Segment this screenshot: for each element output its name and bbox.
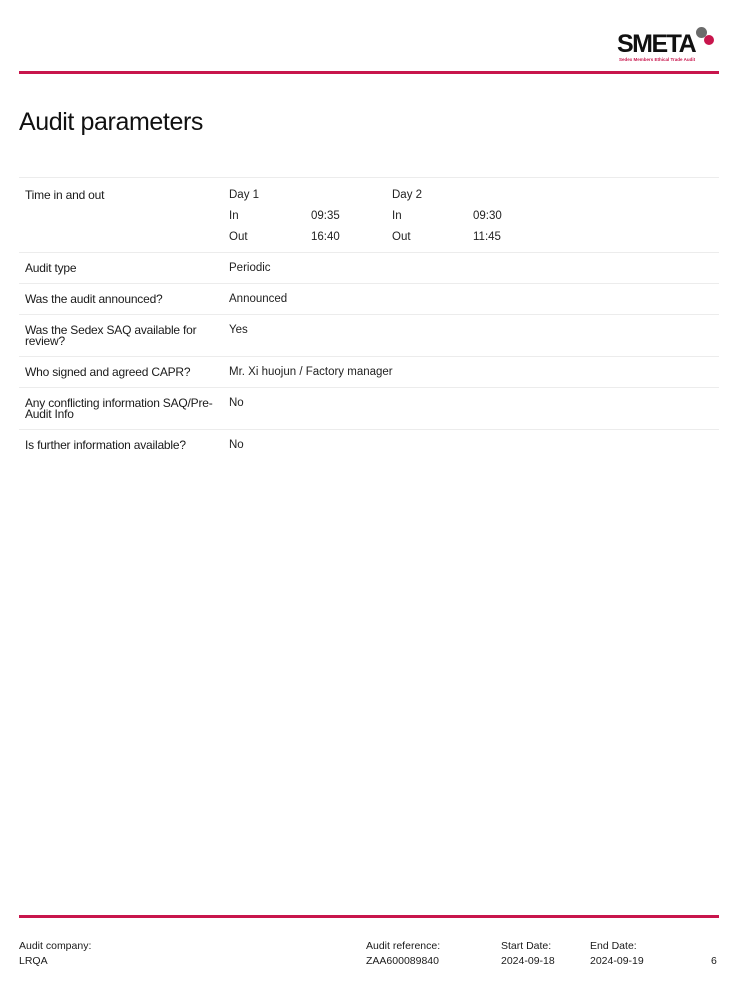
row-label: Audit type xyxy=(25,261,77,275)
smeta-logo xyxy=(617,26,717,66)
table-row xyxy=(19,178,719,253)
footer-end-date xyxy=(590,940,644,968)
day2-in-label: In xyxy=(392,210,402,222)
audit-parameters-table xyxy=(19,177,719,460)
day2-out-label: Out xyxy=(392,231,411,243)
header-divider xyxy=(19,71,719,74)
row-value: Periodic xyxy=(229,262,271,274)
row-label: Was the Sedex SAQ available for review? xyxy=(25,323,197,348)
footer-audit-company xyxy=(19,940,91,968)
day1-in-time: 09:35 xyxy=(311,210,340,222)
row-value: Yes xyxy=(229,324,248,336)
spacer xyxy=(311,190,392,201)
table-row xyxy=(19,357,719,388)
start-date-value: 2024-09-18 xyxy=(501,955,555,967)
end-date-value: 2024-09-19 xyxy=(590,955,644,967)
day1-out-time: 16:40 xyxy=(311,231,340,243)
audit-company-label: Audit company: xyxy=(19,940,92,952)
day2-out-time: 11:45 xyxy=(473,231,501,243)
footer-audit-reference xyxy=(366,940,440,968)
day1-out-label: Out xyxy=(229,231,248,243)
footer-start-date xyxy=(501,940,555,968)
row-label: Any conflicting information SAQ/Pre-Audit Info xyxy=(25,396,213,421)
page-title: Audit parameters xyxy=(19,108,203,136)
end-date-label: End Date: xyxy=(590,940,637,952)
day2-in-time: 09:30 xyxy=(473,210,502,222)
audit-reference-label: Audit reference: xyxy=(366,940,441,952)
page-number: 6 xyxy=(711,955,717,967)
day2-header: Day 2 xyxy=(392,189,423,201)
row-label: Who signed and agreed CAPR? xyxy=(25,365,191,379)
row-label: Time in and out xyxy=(25,188,105,202)
day1-in-label: In xyxy=(229,210,239,222)
logo-wordmark: SMETA xyxy=(617,30,696,58)
table-row xyxy=(19,284,719,315)
row-value: Mr. Xi huojun / Factory manager xyxy=(229,366,393,378)
row-value: No xyxy=(229,397,244,409)
spacer xyxy=(473,190,555,201)
audit-company-value: LRQA xyxy=(19,955,48,967)
table-row xyxy=(19,430,719,460)
day1-header: Day 1 xyxy=(229,189,260,201)
table-row xyxy=(19,253,719,284)
time-in-out-value xyxy=(219,178,565,252)
table-row xyxy=(19,388,719,430)
table-row xyxy=(19,315,719,357)
start-date-label: Start Date: xyxy=(501,940,552,952)
time-grid xyxy=(229,190,555,243)
row-value: No xyxy=(229,439,244,451)
row-label: Is further information available? xyxy=(25,438,186,452)
footer-divider xyxy=(19,915,719,918)
logo-pink-dot xyxy=(704,35,714,45)
row-value: Announced xyxy=(229,293,288,305)
logo-tagline: Sedex Members Ethical Trade Audit xyxy=(619,57,696,62)
audit-reference-value: ZAA600089840 xyxy=(366,955,439,967)
row-label: Was the audit announced? xyxy=(25,292,163,306)
